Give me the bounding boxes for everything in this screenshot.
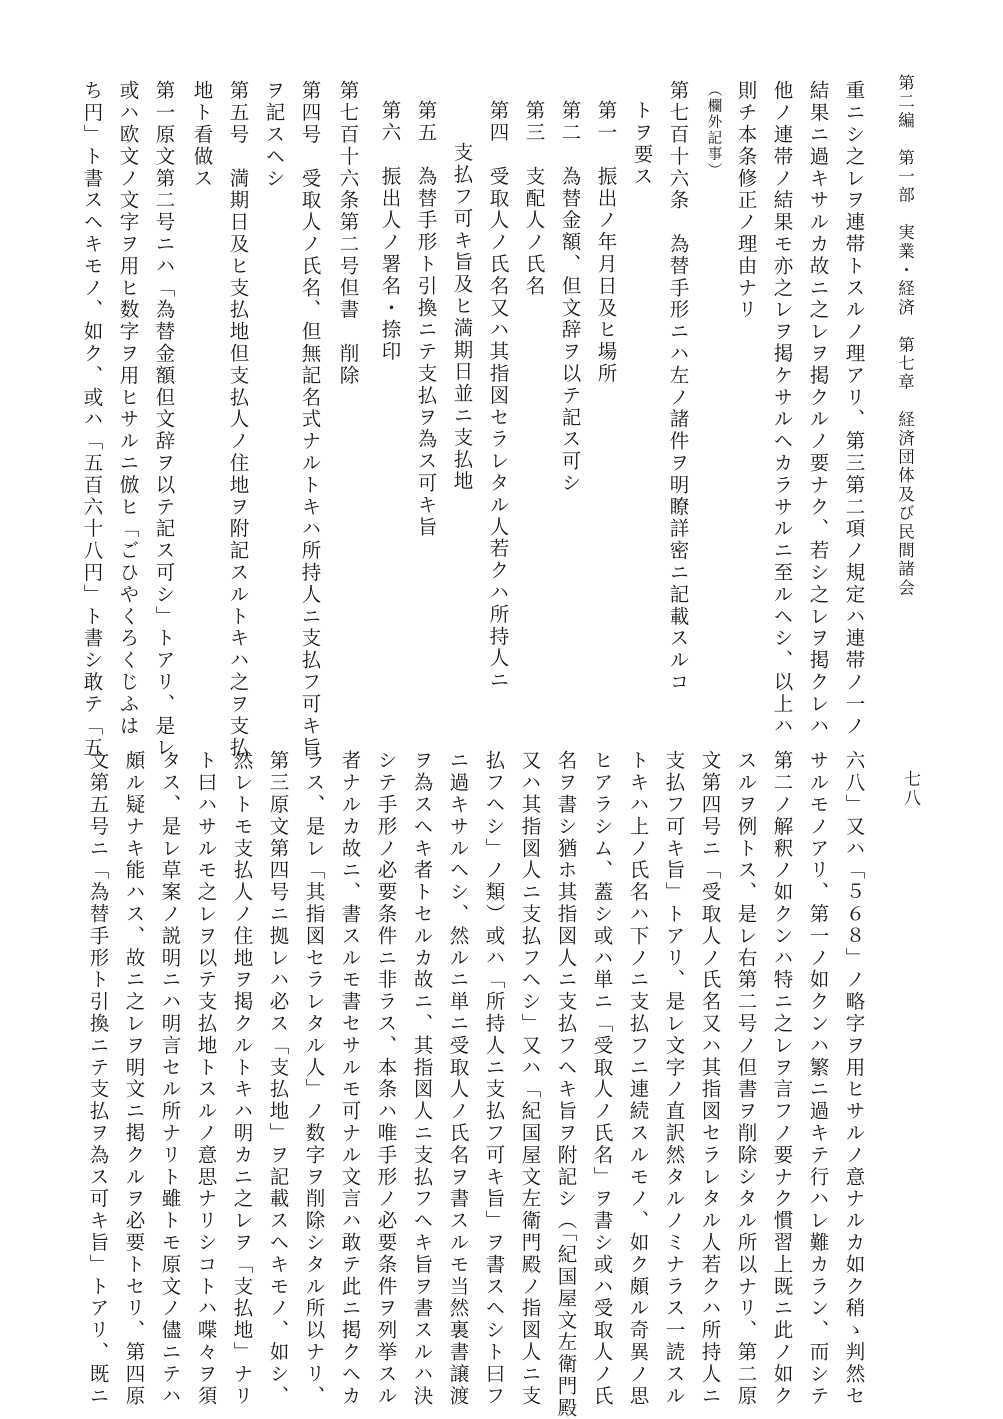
text-column: ニ過キサルヘシ、然ルニ単ニ受取人ノ氏名ヲ書スルモ当然裏書譲渡 xyxy=(446,750,470,1407)
text-column: 者ナルカ故ニ、書スルモ書セサルモ可ナル文言ハ敢テ此ニ掲クヘカ xyxy=(338,750,362,1407)
text-column: ト曰ハサルモ之レヲ以テ支払地トスルノ意思ナリシコトハ喋々ヲ須 xyxy=(194,750,218,1407)
text-column: 第七百十六条第二号但書 削除 xyxy=(336,80,360,387)
text-column: ヲ為スヘキ者トセルカ故ニ、其指図人ニ支払フヘキ旨ヲ書スルハ決 xyxy=(410,750,434,1407)
text-column: 第二ノ解釈ノ如クンハ特ニ之レヲ言フノ要ナク慣習上既ニ此ノ如ク xyxy=(770,750,794,1407)
running-title: 第二編 第一部 実業・経済 第七章 経済団体及び民間諸会 xyxy=(895,74,915,598)
text-column: ラス、是レ「其指図セラレタル人」ノ数字ヲ削除シタル所以ナリ、 xyxy=(302,750,326,1407)
text-column: ヒアラシム、蓋シ或ハ単ニ「受取人ノ氏名」ヲ書シ或ハ受取人ノ氏 xyxy=(590,750,614,1407)
text-column: ち円」ト書スヘキモノ、如ク、或ハ「五百六十八円」ト書シ敢テ「五 xyxy=(80,80,104,759)
text-column: 然レトモ支払人ノ住地ヲ掲クルトキハ明カニ之レヲ「支払地」ナリ xyxy=(230,750,254,1407)
marginal-note-label: （欄外記事） xyxy=(705,82,722,179)
text-column: 則チ本条修正ノ理由ナリ xyxy=(734,80,758,321)
text-column: 六八」又ハ「５６８」ノ略字ヲ用ヒサルノ意ナルカ如ク稍ゝ判然セ xyxy=(842,750,866,1407)
text-column: 払フヘシ」ノ類）或ハ「所持人ニ支払フ可キ旨」ヲ書スヘシト曰フ xyxy=(482,750,506,1407)
text-column: 重ニシ之レヲ連帯トスルノ理アリ、第三第二項ノ規定ハ連帯ノ一ノ xyxy=(842,80,866,737)
text-column: 第四号 受取人ノ氏名、但無記名式ナルトキハ所持人ニ支払フ可キ旨 xyxy=(298,80,322,759)
text-column: 文第五号ニ「為替手形ト引換ニテ支払ヲ為ス可キ旨」トアリ、既ニ xyxy=(86,750,110,1407)
text-column: 第七百十六条 為替手形ニハ左ノ諸件ヲ明瞭詳密ニ記載スルコ xyxy=(666,80,690,694)
text-column: 第二 為替金額、但文辞ヲ以テ記ス可シ xyxy=(558,100,582,495)
text-column: 支払フ可キ旨及ヒ満期日並ニ支払地 xyxy=(450,142,474,493)
text-column: トキハ上ノ氏名ハ下ノニ支払フニ連続スルモノ、如ク頗ル奇異ノ思 xyxy=(626,750,650,1407)
text-column: 第五号 満期日及ヒ支払地但支払人ノ住地ヲ附記スルトキハ之ヲ支払 xyxy=(226,80,250,759)
text-column: 他ノ連帯ノ結果モ亦之レヲ掲ケサルヘカラサルニ至ルヘシ、以上ハ xyxy=(770,80,794,737)
text-column: 結果ニ過キサルカ故ニ之レヲ掲クルノ要ナク、若シ之レヲ掲クレハ xyxy=(806,80,830,737)
text-column: 第三 支配人ノ氏名 xyxy=(522,100,546,298)
text-column: サルモノアリ、第一ノ如クンハ繁ニ過キテ行ハレ難カラン、而シテ xyxy=(806,750,830,1407)
text-column: タス、是レ草案ノ説明ニハ明言セル所ナリト雖トモ原文ノ儘ニテハ xyxy=(158,750,182,1407)
text-column: 頗ル疑ナキ能ハス、故ニ之レヲ明文ニ掲クルヲ必要トセリ、第四原 xyxy=(122,750,146,1407)
page-number: 七八 xyxy=(900,770,920,808)
text-column: ヲ記スヘシ xyxy=(262,80,286,190)
text-column: 支払フ可キ旨」トアリ、是レ文字ノ直訳然タルノミナラス一読スル xyxy=(662,750,686,1407)
text-column: 文第四号ニ「受取人ノ氏名又ハ其指図セラレタル人若クハ所持人ニ xyxy=(698,750,722,1407)
text-column: 第五 為替手形ト引換ニテ支払ヲ為ス可キ旨 xyxy=(414,100,438,538)
text-column: シテ手形ノ必要条件ニ非ラス、本条ハ唯手形ノ必要条件ヲ列挙スル xyxy=(374,750,398,1407)
text-column: 第四 受取人ノ氏名又ハ其指図セラレタル人若クハ所持人ニ xyxy=(486,100,510,692)
text-column: 第六 振出人ノ署名・捺印 xyxy=(378,100,402,363)
text-column: 名ヲ書シ猶ホ其指図人ニ支払フヘキ旨ヲ附記シ（「紀国屋文左衛門殿 xyxy=(554,750,578,1419)
text-column: スルヲ例トス、是レ右第二号ノ但書ヲ削除シタル所以ナリ、第二原 xyxy=(734,750,758,1407)
text-column: 地ト看做ス xyxy=(190,80,214,190)
text-column: 第三原文第四号ニ拠レハ必ス「支払地」ヲ記載スヘキモノ、如シ、 xyxy=(266,750,290,1407)
text-column: 第一原文第二号ニハ「為替金額但文辞ヲ以テ記ス可シ」トアリ、是レ xyxy=(152,80,176,759)
text-column: トヲ要ス xyxy=(630,100,654,188)
text-column: 第一 振出ノ年月日及ヒ場所 xyxy=(594,100,618,385)
text-column: 又ハ其指図人ニ支払フヘシ」又ハ「紀国屋文左衛門殿ノ指図人ニ支 xyxy=(518,750,542,1407)
text-column: 或ハ欧文ノ文字ヲ用ヒ数字ヲ用ヒサルニ倣ヒ「ごひやくろくじふは xyxy=(116,80,140,737)
